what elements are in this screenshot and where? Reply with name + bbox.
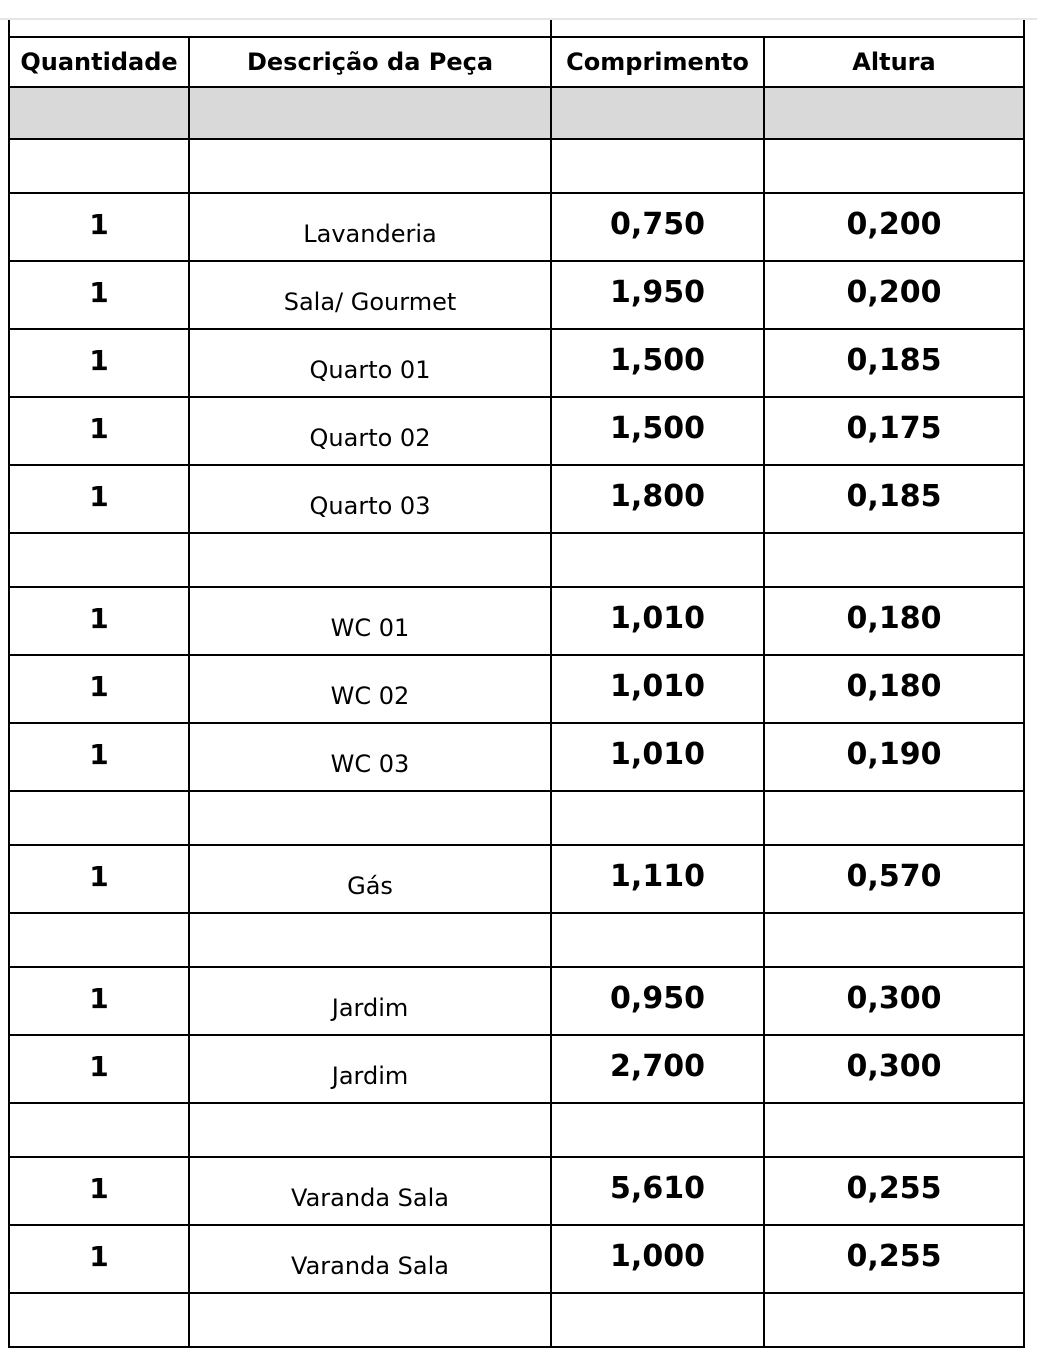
empty-cell[interactable]	[551, 1293, 764, 1347]
quantity-cell[interactable]: 1	[9, 329, 189, 397]
empty-row	[9, 139, 1024, 193]
empty-cell[interactable]	[189, 913, 551, 967]
empty-cell[interactable]	[551, 533, 764, 587]
empty-cell[interactable]	[764, 1293, 1024, 1347]
empty-cell[interactable]	[189, 533, 551, 587]
comprimento-cell[interactable]: 1,800	[551, 465, 764, 533]
description-cell[interactable]: Jardim	[189, 967, 551, 1035]
empty-cell[interactable]	[764, 139, 1024, 193]
comprimento-cell[interactable]: 0,750	[551, 193, 764, 261]
description-cell[interactable]: Gás	[189, 845, 551, 913]
empty-cell[interactable]	[764, 791, 1024, 845]
comprimento-cell[interactable]: 5,610	[551, 1157, 764, 1225]
table-row	[9, 1035, 1024, 1103]
empty-row	[9, 913, 1024, 967]
description-cell[interactable]: Varanda Sala	[189, 1157, 551, 1225]
parts-table	[8, 36, 1025, 1348]
comprimento-cell[interactable]: 1,110	[551, 845, 764, 913]
comprimento-cell[interactable]: 1,500	[551, 329, 764, 397]
quantity-cell[interactable]: 1	[9, 845, 189, 913]
description-cell[interactable]: WC 03	[189, 723, 551, 791]
table-row	[9, 397, 1024, 465]
header-comprimento[interactable]: Comprimento	[551, 37, 764, 87]
empty-cell[interactable]	[189, 87, 551, 139]
description-cell[interactable]: WC 01	[189, 587, 551, 655]
comprimento-cell[interactable]: 1,000	[551, 1225, 764, 1293]
description-cell[interactable]: Sala/ Gourmet	[189, 261, 551, 329]
table-row	[9, 1157, 1024, 1225]
empty-cell[interactable]	[9, 533, 189, 587]
altura-cell[interactable]: 0,190	[764, 723, 1024, 791]
grey-row	[9, 87, 1024, 139]
empty-cell[interactable]	[764, 913, 1024, 967]
empty-cell[interactable]	[9, 1293, 189, 1347]
quantity-cell[interactable]: 1	[9, 1225, 189, 1293]
table-row	[9, 723, 1024, 791]
comprimento-cell[interactable]: 1,010	[551, 723, 764, 791]
empty-cell[interactable]	[9, 913, 189, 967]
comprimento-cell[interactable]: 1,500	[551, 397, 764, 465]
altura-cell[interactable]: 0,180	[764, 655, 1024, 723]
altura-cell[interactable]: 0,300	[764, 1035, 1024, 1103]
table-row	[9, 193, 1024, 261]
description-cell[interactable]: Quarto 01	[189, 329, 551, 397]
description-cell[interactable]: Varanda Sala	[189, 1225, 551, 1293]
empty-cell[interactable]	[189, 1293, 551, 1347]
table-row	[9, 967, 1024, 1035]
header-quantidade[interactable]: Quantidade	[9, 37, 189, 87]
empty-cell[interactable]	[551, 87, 764, 139]
empty-cell[interactable]	[9, 791, 189, 845]
empty-row	[9, 1103, 1024, 1157]
empty-cell[interactable]	[9, 139, 189, 193]
comprimento-cell[interactable]: 2,700	[551, 1035, 764, 1103]
quantity-cell[interactable]: 1	[9, 397, 189, 465]
empty-row	[9, 1293, 1024, 1347]
description-cell[interactable]: Lavanderia	[189, 193, 551, 261]
quantity-cell[interactable]: 1	[9, 1035, 189, 1103]
comprimento-cell[interactable]: 1,010	[551, 587, 764, 655]
table-row	[9, 329, 1024, 397]
altura-cell[interactable]: 0,300	[764, 967, 1024, 1035]
description-cell[interactable]: WC 02	[189, 655, 551, 723]
quantity-cell[interactable]: 1	[9, 193, 189, 261]
altura-cell[interactable]: 0,185	[764, 329, 1024, 397]
empty-cell[interactable]	[764, 87, 1024, 139]
comprimento-cell[interactable]: 0,950	[551, 967, 764, 1035]
empty-cell[interactable]	[189, 791, 551, 845]
description-cell[interactable]: Quarto 02	[189, 397, 551, 465]
empty-cell[interactable]	[764, 533, 1024, 587]
table-row	[9, 261, 1024, 329]
comprimento-cell[interactable]: 1,010	[551, 655, 764, 723]
table-row	[9, 587, 1024, 655]
altura-cell[interactable]: 0,255	[764, 1225, 1024, 1293]
altura-cell[interactable]: 0,200	[764, 261, 1024, 329]
empty-row	[9, 791, 1024, 845]
altura-cell[interactable]: 0,255	[764, 1157, 1024, 1225]
empty-cell[interactable]	[9, 87, 189, 139]
empty-cell[interactable]	[551, 1103, 764, 1157]
empty-cell[interactable]	[764, 1103, 1024, 1157]
spreadsheet-area	[0, 20, 1037, 1280]
quantity-cell[interactable]: 1	[9, 261, 189, 329]
quantity-cell[interactable]: 1	[9, 1157, 189, 1225]
empty-cell[interactable]	[551, 139, 764, 193]
table-row	[9, 1225, 1024, 1293]
column-border-tick	[550, 20, 552, 36]
altura-cell[interactable]: 0,185	[764, 465, 1024, 533]
comprimento-cell[interactable]: 1,950	[551, 261, 764, 329]
header-altura[interactable]: Altura	[764, 37, 1024, 87]
quantity-cell[interactable]: 1	[9, 967, 189, 1035]
table-row	[9, 465, 1024, 533]
top-strip	[0, 0, 1037, 20]
table-row	[9, 845, 1024, 913]
table-body	[9, 87, 1024, 1347]
header-row	[9, 37, 1024, 87]
column-border-tick	[8, 20, 10, 36]
right-column-border	[1023, 20, 1025, 1172]
empty-cell[interactable]	[189, 139, 551, 193]
empty-cell[interactable]	[551, 791, 764, 845]
altura-cell[interactable]: 0,200	[764, 193, 1024, 261]
quantity-cell[interactable]: 1	[9, 723, 189, 791]
altura-cell[interactable]: 0,180	[764, 587, 1024, 655]
description-cell[interactable]: Quarto 03	[189, 465, 551, 533]
empty-cell[interactable]	[9, 1103, 189, 1157]
empty-cell[interactable]	[189, 1103, 551, 1157]
header-descricao[interactable]: Descrição da Peça	[189, 37, 551, 87]
empty-cell[interactable]	[551, 913, 764, 967]
altura-cell[interactable]: 0,175	[764, 397, 1024, 465]
altura-cell[interactable]: 0,570	[764, 845, 1024, 913]
description-cell[interactable]: Jardim	[189, 1035, 551, 1103]
quantity-cell[interactable]: 1	[9, 465, 189, 533]
table-row	[9, 655, 1024, 723]
quantity-cell[interactable]: 1	[9, 587, 189, 655]
empty-row	[9, 533, 1024, 587]
quantity-cell[interactable]: 1	[9, 655, 189, 723]
